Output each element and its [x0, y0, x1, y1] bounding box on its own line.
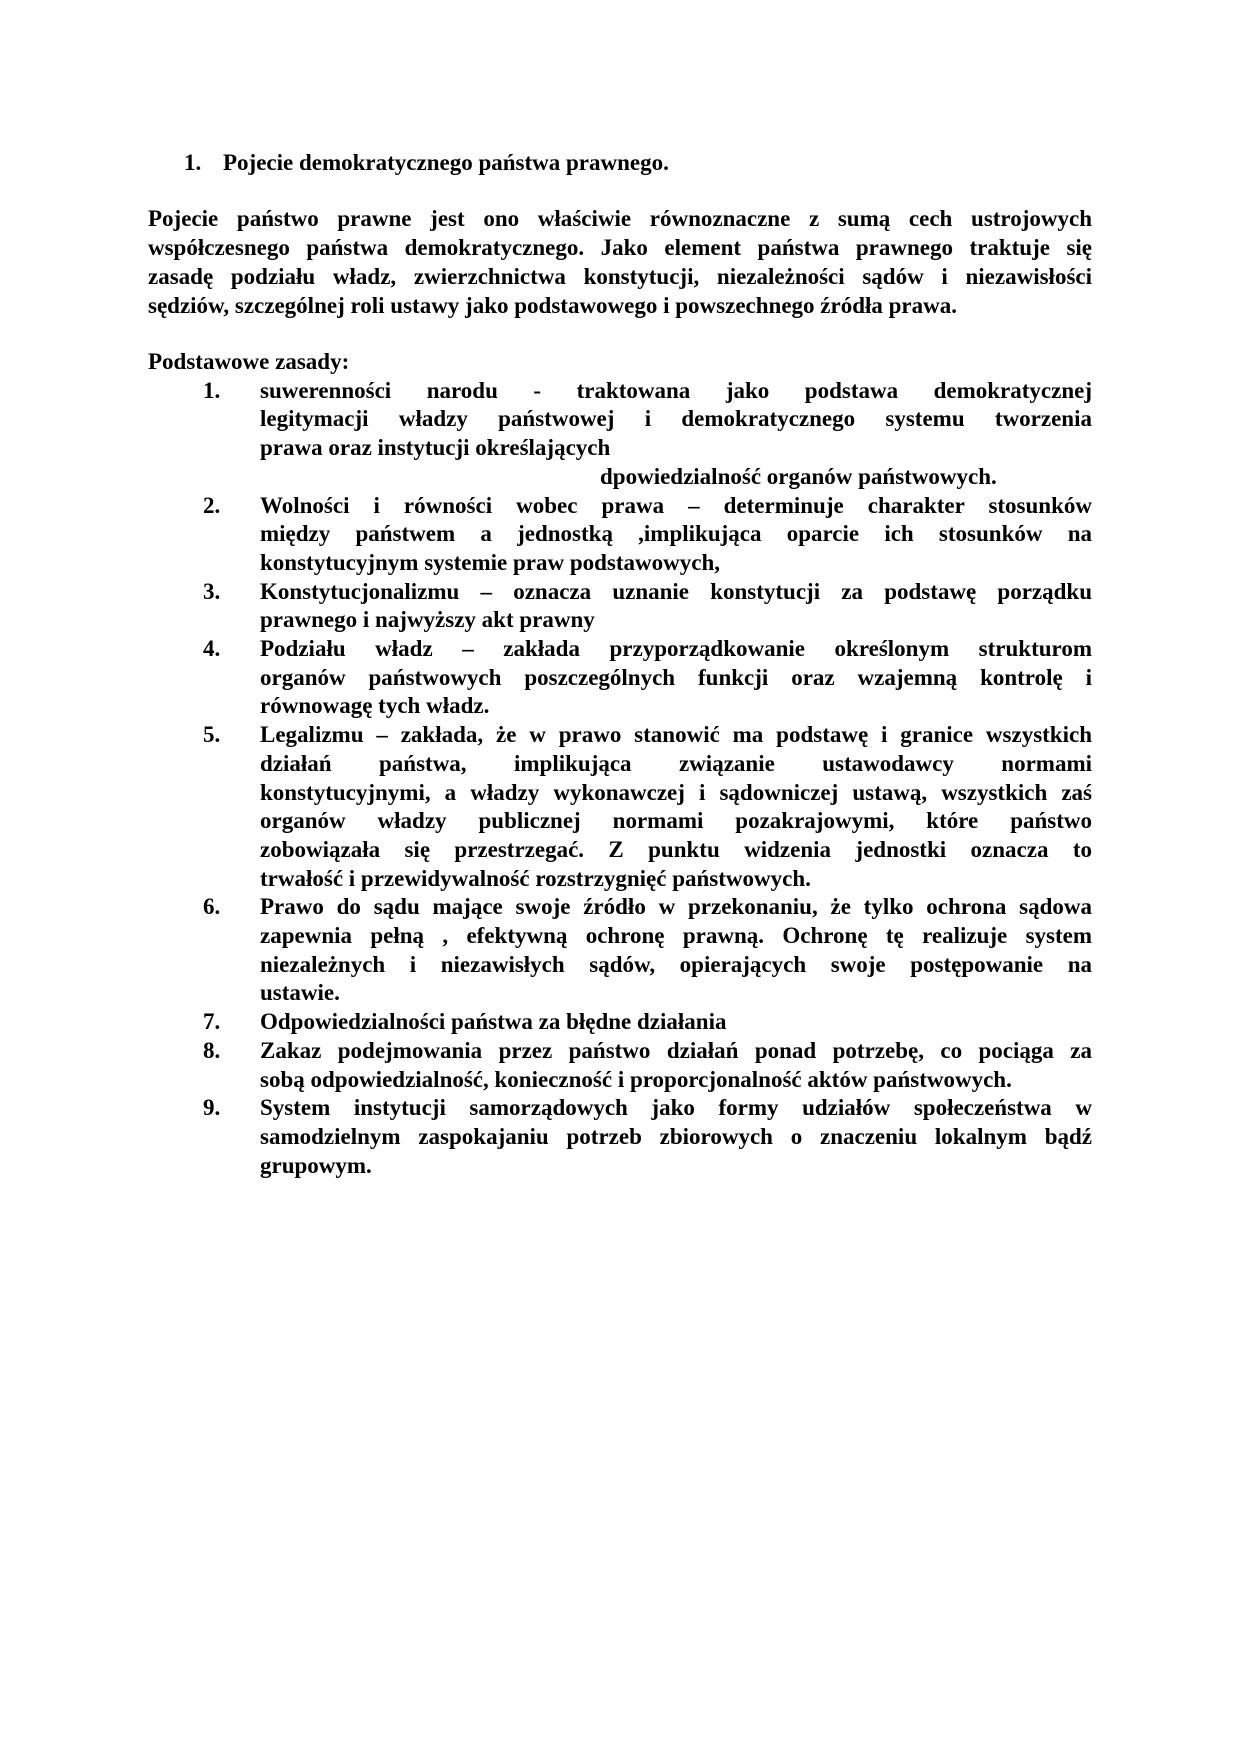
list-item — [148, 1037, 1092, 1094]
list-item-line: dpowiedzialność organów państwowych. — [600, 463, 997, 489]
list-item-number: 1. — [203, 377, 221, 403]
list-item — [148, 578, 1092, 635]
intro-line: zasadę podziału władz, zwierzchnictwa konstytucji, niezależności sądów i niezawisłości — [148, 264, 1092, 289]
list-item-number: 9. — [203, 1095, 221, 1121]
principles-section — [148, 348, 1092, 1180]
list-item-number: 3. — [203, 578, 221, 604]
list-item-line: działań państwa, implikująca związanie ustawodawcy normami — [260, 750, 1092, 776]
list-item-line: Podziału władz – zakłada przyporządkowanie określonym strukturom — [260, 636, 1092, 662]
list-item-number: 7. — [203, 1009, 221, 1035]
list-item-line: konstytucyjnym systemie praw podstawowych, — [260, 549, 721, 575]
list-item-line: prawa oraz instytucji określających — [260, 435, 611, 461]
principles-list — [148, 377, 1092, 1181]
list-item-line: zapewnia pełną , efektywną ochronę prawną. Ochronę tę realizuje system — [260, 923, 1092, 949]
list-item-line: Odpowiedzialności państwa za błędne działania — [260, 1009, 727, 1035]
list-item-line: Legalizmu – zakłada, że w prawo stanowić ma podstawę i granice wszystkich — [260, 722, 1092, 748]
list-item-number: 8. — [203, 1037, 221, 1063]
list-item — [148, 492, 1092, 578]
list-item — [148, 721, 1092, 893]
list-item-line: trwałość i przewidywalność rozstrzygnięć państwowych. — [260, 865, 811, 891]
list-item-line: suwerenności narodu - traktowana jako podstawa demokratycznej — [260, 377, 1092, 403]
list-item-number: 6. — [203, 894, 221, 920]
list-item-line: samodzielnym zaspokajaniu potrzeb zbiorowych o znaczeniu lokalnym bądź — [260, 1123, 1092, 1149]
intro-paragraph — [148, 204, 1092, 320]
list-item — [148, 635, 1092, 721]
list-item-line: prawnego i najwyższy akt prawny — [260, 607, 595, 633]
list-item-line: legitymacji władzy państwowej i demokratycznego systemu tworzenia — [260, 406, 1092, 432]
list-item-line: Zakaz podejmowania przez państwo działań ponad potrzebę, co pociąga za — [260, 1037, 1092, 1063]
intro-line: sędziów, szczególnej roli ustawy jako podstawowego i powszechnego źródła prawa. — [148, 293, 957, 318]
heading-text: Pojecie demokratycznego państwa prawnego. — [223, 150, 669, 175]
list-item-line: równowagę tych władz. — [260, 693, 490, 719]
list-item-number: 4. — [203, 636, 221, 662]
section-heading — [184, 148, 669, 178]
list-item-line: ustawie. — [260, 980, 340, 1006]
list-item-line: zobowiązała się przestrzegać. Z punktu widzenia jednostki oznacza to — [260, 836, 1092, 862]
list-item-line: między państwem a jednostką ,implikująca oparcie ich stosunków na — [260, 521, 1092, 547]
list-item-line: Konstytucjonalizmu – oznacza uznanie konstytucji za podstawę porządku — [260, 578, 1092, 604]
list-item-line: grupowym. — [260, 1152, 372, 1178]
list-item-line: Prawo do sądu mające swoje źródło w przekonaniu, że tylko ochrona sądowa — [260, 894, 1092, 920]
list-item-line: sobą odpowiedzialność, konieczność i proporcjonalność aktów państwowych. — [260, 1066, 1012, 1092]
list-item — [148, 377, 1092, 492]
list-item-line: niezależnych i niezawisłych sądów, opierających swoje postępowanie na — [260, 951, 1092, 977]
heading-number: 1. — [184, 150, 202, 175]
list-item — [148, 1008, 1092, 1037]
list-item — [148, 893, 1092, 1008]
list-item-line: Wolności i równości wobec prawa – determinuje charakter stosunków — [260, 492, 1092, 518]
intro-line: Pojecie państwo prawne jest ono właściwie równoznaczne z sumą cech ustrojowych — [148, 206, 1092, 231]
list-item-number: 5. — [203, 722, 221, 748]
list-item-number: 2. — [203, 492, 221, 518]
list-item-line: organów władzy publicznej normami pozakrajowymi, które państwo — [260, 808, 1092, 834]
list-item-line: System instytucji samorządowych jako formy udziałów społeczeństwa w — [260, 1095, 1092, 1121]
principles-label: Podstawowe zasady: — [148, 349, 350, 374]
intro-line: współczesnego państwa demokratycznego. Jako element państwa prawnego traktuje się — [148, 235, 1092, 260]
list-item — [148, 1094, 1092, 1180]
list-item-line: organów państwowych poszczególnych funkcji oraz wzajemną kontrolę i — [260, 664, 1092, 690]
list-item-line: konstytucyjnymi, a władzy wykonawczej i sądowniczej ustawą, wszystkich zaś — [260, 779, 1092, 805]
